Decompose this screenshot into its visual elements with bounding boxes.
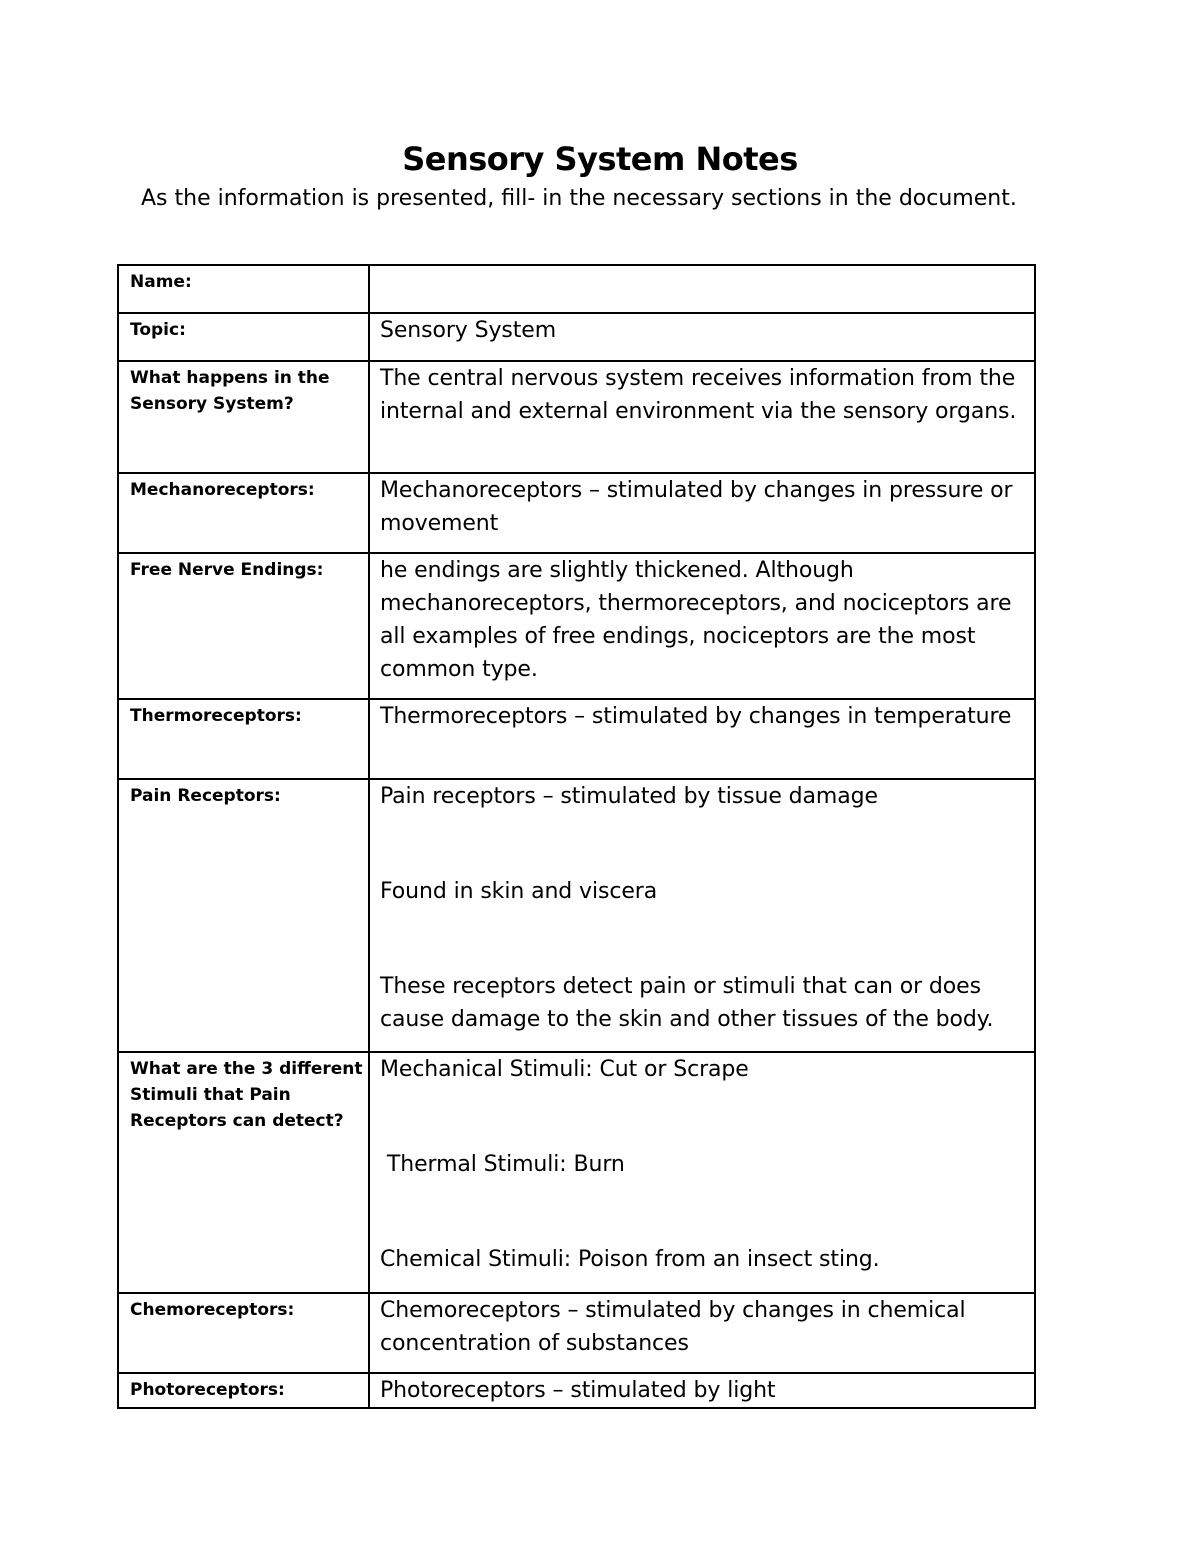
topic-value[interactable]: Sensory System — [369, 313, 1035, 361]
free-nerve-endings-value[interactable]: he endings are slightly thickened. Although mechanoreceptors, thermoreceptors, and nociceptors are all examples of free endings, nociceptors are the most common type. — [369, 553, 1035, 699]
table-row-photoreceptors — [118, 1373, 1035, 1408]
page-title: Sensory System Notes — [402, 140, 798, 178]
name-value[interactable] — [369, 265, 1035, 313]
pain-receptors-paragraph: These receptors detect pain or stimuli that can or does cause damage to the skin and other tissues of the body. — [380, 974, 994, 1032]
table-row-mechanoreceptors — [118, 473, 1035, 553]
table-row-name — [118, 265, 1035, 313]
pain-receptors-label: Pain Receptors: — [118, 779, 369, 1052]
table-row-thermoreceptors — [118, 699, 1035, 779]
table-row-three-stimuli — [118, 1052, 1035, 1293]
pain-receptors-paragraph: Found in skin and viscera — [380, 879, 658, 904]
pain-receptors-value[interactable] — [369, 779, 1035, 1052]
thermoreceptors-label: Thermoreceptors: — [118, 699, 369, 779]
instructions-text: As the information is presented, fill- in the necessary sections in the document. — [141, 186, 1017, 211]
table-row-chemoreceptors — [118, 1293, 1035, 1373]
photoreceptors-value[interactable]: Photoreceptors – stimulated by light — [369, 1373, 1035, 1408]
photoreceptors-label: Photoreceptors: — [118, 1373, 369, 1408]
mechanoreceptors-value[interactable]: Mechanoreceptors – stimulated by changes in pressure or movement — [369, 473, 1035, 553]
stimuli-paragraph: Mechanical Stimuli: Cut or Scrape — [380, 1057, 749, 1082]
name-label: Name: — [118, 265, 369, 313]
table-row-what-happens — [118, 361, 1035, 473]
free-nerve-endings-label: Free Nerve Endings: — [118, 553, 369, 699]
table-row-topic — [118, 313, 1035, 361]
chemoreceptors-label: Chemoreceptors: — [118, 1293, 369, 1373]
topic-label: Topic: — [118, 313, 369, 361]
pain-receptors-paragraph: Pain receptors – stimulated by tissue damage — [380, 784, 878, 809]
what-happens-value[interactable]: The central nervous system receives information from the internal and external environment via the sensory organs. — [369, 361, 1035, 473]
stimuli-paragraph: Chemical Stimuli: Poison from an insect sting. — [380, 1247, 880, 1272]
what-happens-label: What happens in the Sensory System? — [118, 361, 369, 473]
table-row-pain-receptors — [118, 779, 1035, 1052]
table-row-free-nerve-endings — [118, 553, 1035, 699]
stimuli-paragraph: Thermal Stimuli: Burn — [380, 1152, 625, 1177]
mechanoreceptors-label: Mechanoreceptors: — [118, 473, 369, 553]
chemoreceptors-value[interactable]: Chemoreceptors – stimulated by changes in chemical concentration of substances — [369, 1293, 1035, 1373]
thermoreceptors-value[interactable]: Thermoreceptors – stimulated by changes in temperature — [369, 699, 1035, 779]
three-stimuli-value[interactable] — [369, 1052, 1035, 1293]
three-stimuli-label: What are the 3 different Stimuli that Pain Receptors can detect? — [118, 1052, 369, 1293]
notes-table — [117, 264, 1036, 1409]
